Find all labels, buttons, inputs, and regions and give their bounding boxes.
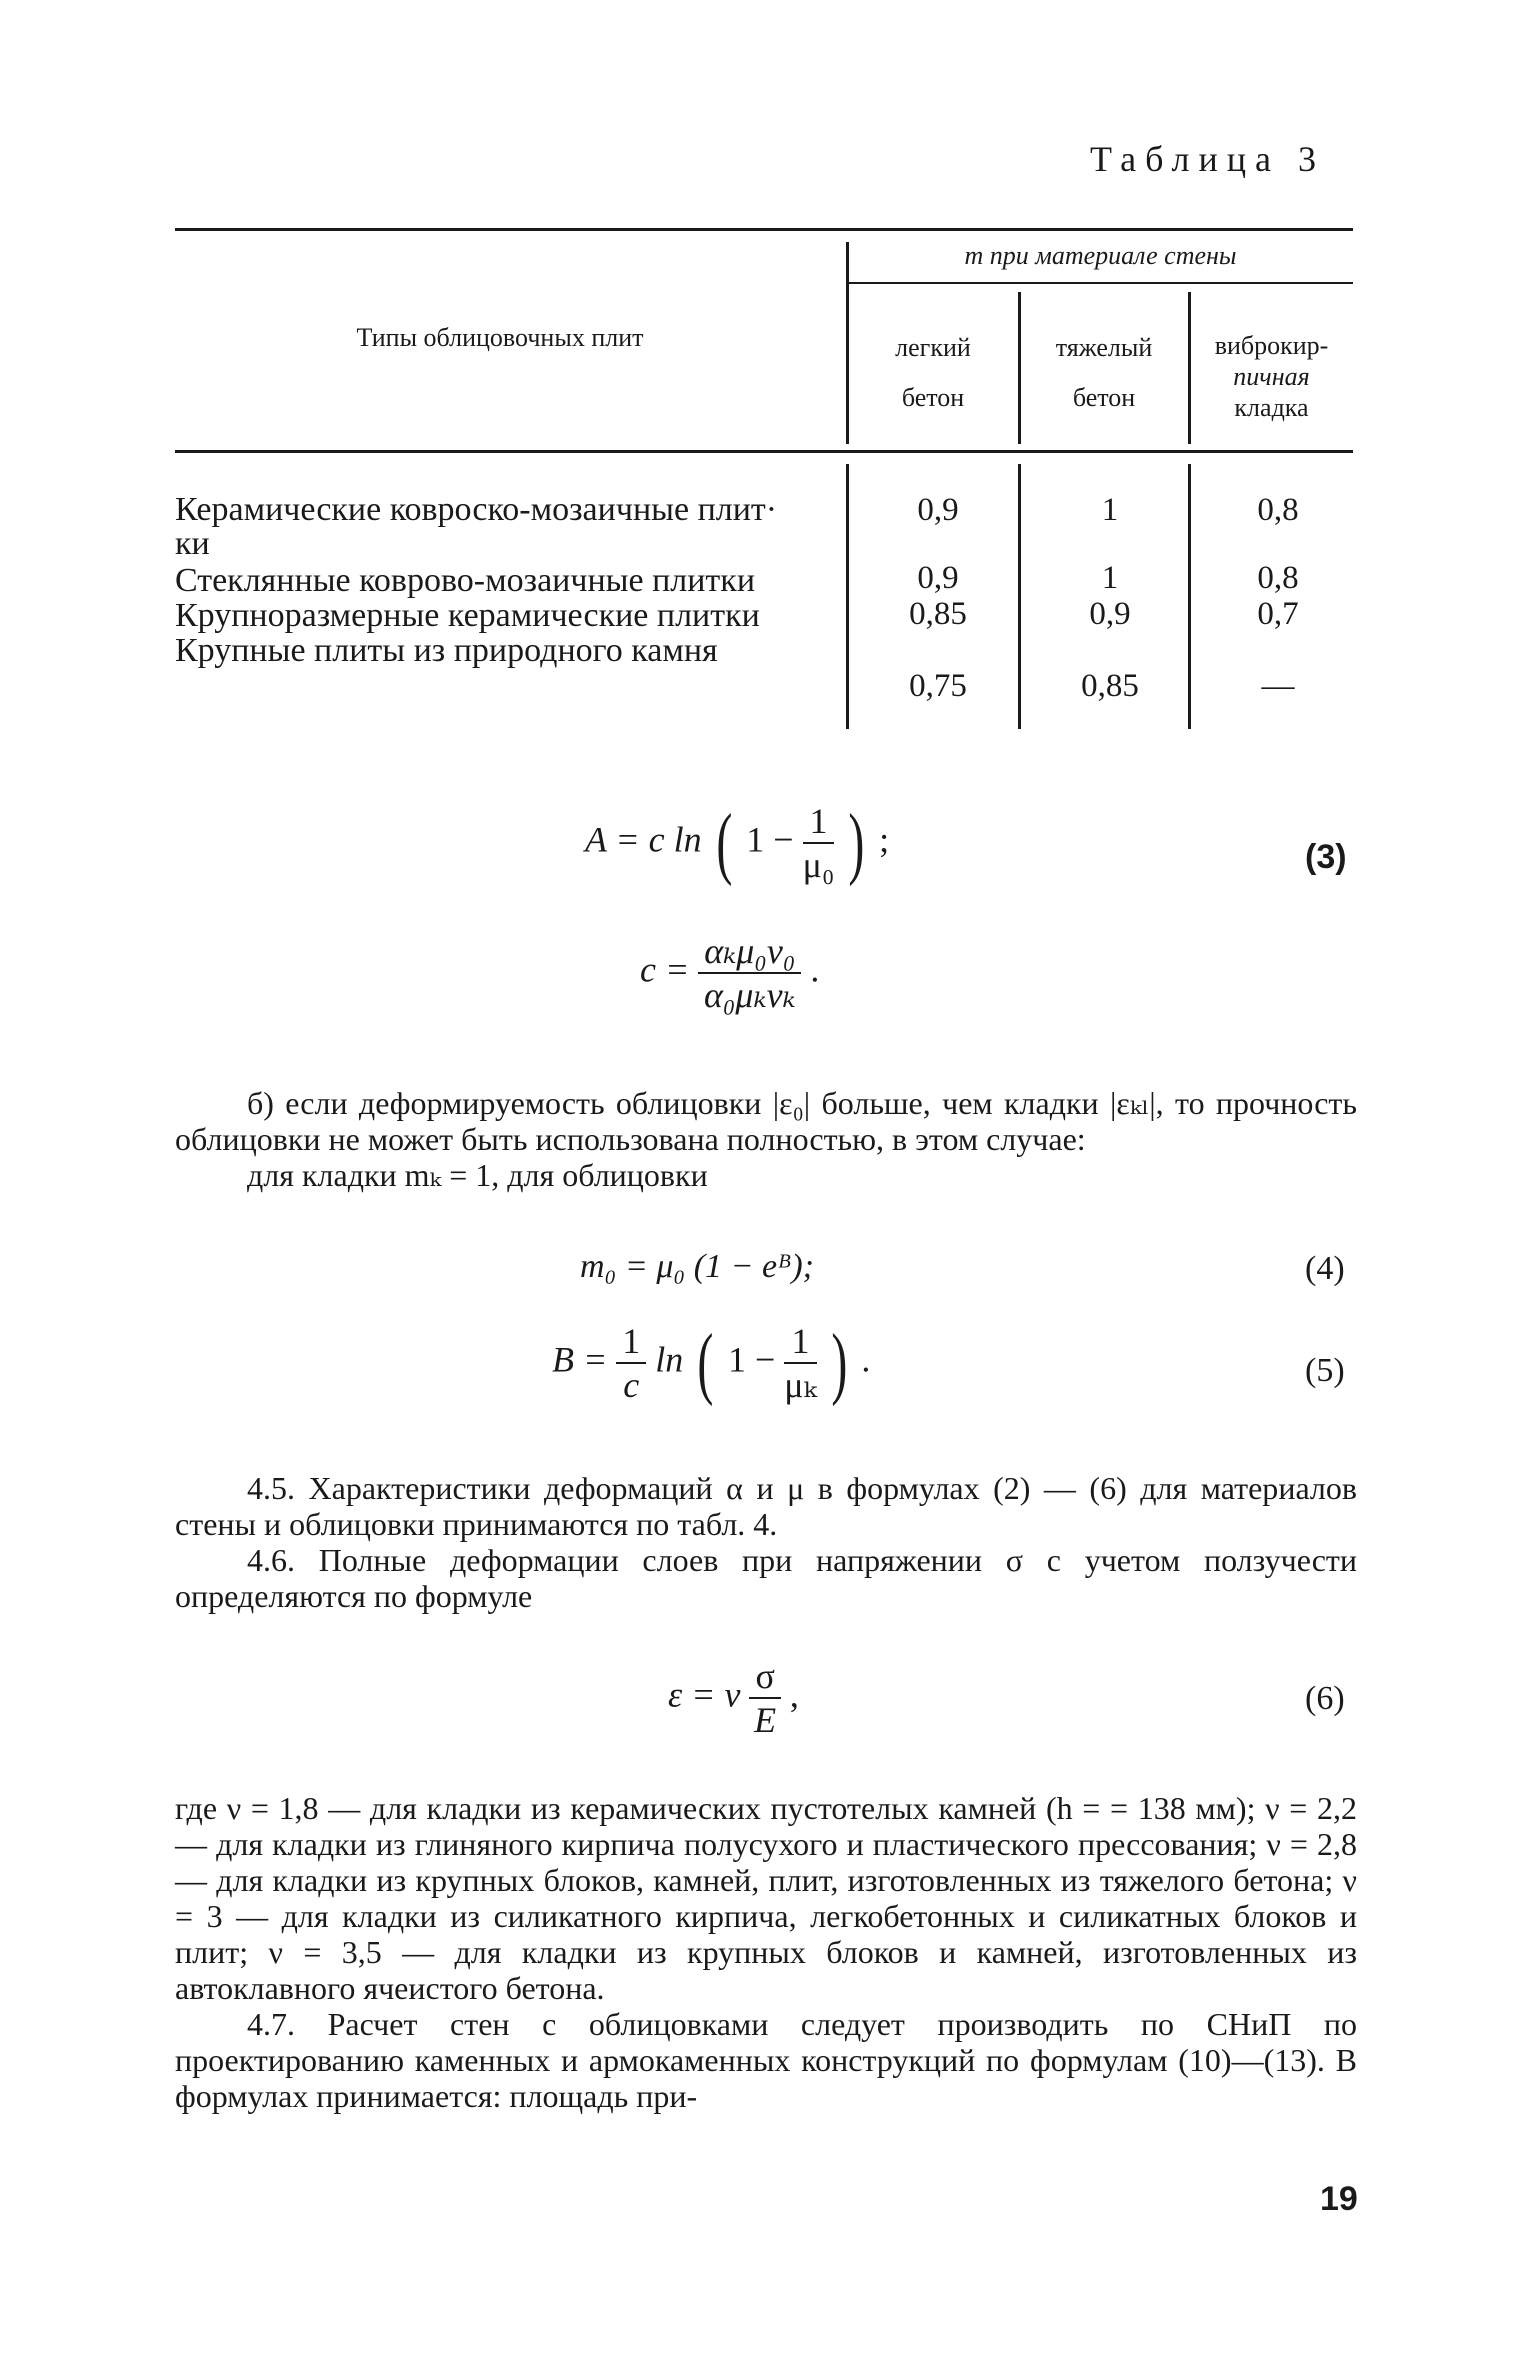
table-row-label-1a: Керамические ковроско-мозаичные плит·: [175, 491, 778, 528]
column-header-3: [1190, 330, 1353, 423]
equation-number-3: (3): [1305, 838, 1347, 876]
table-header-rule: [175, 450, 1353, 453]
formula-3-fraction: [803, 800, 835, 886]
table-cell: 0,85: [909, 596, 967, 632]
column-header-3-line2: пичная: [1233, 362, 1310, 391]
column-header-1-line1: легкий: [895, 333, 971, 362]
formula-5-lhs: B =: [552, 1339, 608, 1380]
formula-c-lhs: c =: [640, 949, 690, 990]
table-cell: 1: [1101, 492, 1119, 528]
formula-6-num: σ: [749, 1655, 780, 1699]
formula-6: [668, 1655, 799, 1741]
formula-6-tail: ,: [789, 1674, 799, 1715]
column-header-2: [1020, 330, 1188, 416]
formula-5-num1: 1: [616, 1320, 646, 1364]
formula-5-minus: 1 −: [727, 1339, 776, 1380]
formula-5: [552, 1320, 870, 1406]
paragraph-b-line: для кладки mₖ = 1, для облицовки: [247, 1157, 708, 1193]
table-cell: 0,9: [1089, 596, 1131, 632]
paragraph-b: [175, 1085, 1357, 1193]
paragraph-b-intro: б) если деформируемость облицовки |ε₀| больше, чем кладки |εₖₗ|, то прочность облицовки не может быть использована полностью, в этом случае:: [175, 1085, 1357, 1157]
formula-6-den: E: [754, 1700, 777, 1740]
paragraph-4-5: 4.5. Характеристики деформаций α и μ в формулах (2) — (6) для материалов стены и облицовки принимаются по табл. 4.: [175, 1470, 1357, 1542]
table-row-label-3: Крупноразмерные керамические плитки: [175, 597, 760, 634]
table-cell: 0,9: [917, 492, 959, 528]
formula-6-fraction: [749, 1655, 780, 1741]
formula-3-num: 1: [803, 800, 835, 844]
formula-5-num2: 1: [784, 1320, 816, 1364]
table-row-header: Типы облицовочных плит: [356, 323, 644, 352]
formula-c: [640, 930, 819, 1016]
formula-5-den2: μₖ: [784, 1365, 817, 1405]
table-cell: 0,7: [1257, 596, 1299, 632]
group-header-text: m при материале стены: [964, 241, 1237, 270]
table-cell: 1: [1101, 560, 1119, 596]
formula-c-num: αₖμ₀ν₀: [698, 930, 801, 974]
equation-number-5: (5): [1305, 1352, 1345, 1389]
section-4-5-4-6: [175, 1470, 1357, 1614]
formula-5-fraction-1: [616, 1320, 646, 1406]
formula-6-lhs: ε = ν: [668, 1674, 741, 1715]
formula-paren-open: (: [697, 1319, 714, 1407]
table-top-rule: [175, 228, 1353, 231]
equation-number-4: (4): [1305, 1250, 1345, 1287]
table-cell: 0,75: [909, 668, 967, 704]
table-title: Таблица 3: [1090, 139, 1325, 179]
formula-5-fraction-2: [784, 1320, 816, 1406]
table-row-label-4: Крупные плиты из природного камня: [175, 632, 718, 669]
column-header-2-line2: бетон: [1072, 383, 1136, 412]
formula-paren-close: ): [848, 799, 865, 887]
equation-number-6: (6): [1305, 1680, 1345, 1717]
table-cell: 0,8: [1257, 492, 1299, 528]
column-header-1: [848, 330, 1018, 416]
page-number: 19: [1320, 2180, 1358, 2218]
formula-3-tail: ;: [879, 819, 890, 860]
formula-c-fraction: [698, 930, 801, 1016]
section-where-4-7: [175, 1790, 1357, 2114]
formula-paren-open: (: [715, 799, 732, 887]
formula-c-tail: .: [810, 949, 820, 990]
formula-4: m₀ = μ₀ (1 − eᴮ);: [580, 1248, 814, 1285]
formula-5-tail: .: [861, 1339, 871, 1380]
formula-3-den: μ₀: [802, 845, 835, 885]
table-group-header: [848, 238, 1353, 274]
column-header-3-line1: виброкир-: [1214, 331, 1329, 360]
table-body-vline-2: [1018, 464, 1021, 729]
formula-5-mid: ln: [655, 1339, 684, 1380]
table-cell: 0,9: [917, 560, 959, 596]
table-cell: —: [1261, 668, 1295, 704]
table-cell: 0,85: [1081, 668, 1139, 704]
column-header-3-line3: кладка: [1234, 393, 1309, 422]
formula-3: [585, 800, 889, 886]
column-header-2-line1: тяжелый: [1055, 333, 1153, 362]
column-header-1-line2: бетон: [901, 383, 965, 412]
table-body-vline-1: [846, 464, 849, 729]
formula-paren-close: ): [831, 1319, 848, 1407]
formula-5-den1: c: [623, 1365, 640, 1405]
table-group-rule: [848, 282, 1353, 284]
paragraph-where: где ν = 1,8 — для кладки из керамических пустотелых камней (h = = 138 мм); ν = 2,2 — для кладки из глиняного кирпича полусухого и пластического прессования; ν = 2,8 — для кладки из крупных блоков, камней, плит, изготовленных из тяжелого бетона; ν = 3 — для кладки из силикатного кирпича, легкобетонных и силикатных блоков и плит; ν = 3,5 — для кладки из крупных блоков и камней, изготовленных из автоклавного ячеистого бетона.: [175, 1790, 1357, 2006]
formula-3-minus: 1 −: [746, 819, 794, 860]
paragraph-4-7: 4.7. Расчет стен с облицовками следует производить по СНиП по проектированию каменных и армокаменных конструкций по формулам (10)—(13). В формулах принимается: площадь при-: [175, 2006, 1357, 2114]
table-row-label-2: Стеклянные коврово-мозаичные плитки: [175, 562, 756, 599]
table-row-label-1b: ки: [175, 525, 210, 562]
paragraph-4-6: 4.6. Полные деформации слоев при напряжении σ с учетом ползучести определяются по формуле: [175, 1542, 1357, 1614]
formula-3-lhs: A = c ln: [585, 819, 702, 860]
formula-c-den: α₀μₖνₖ: [703, 975, 796, 1015]
table-cell: 0,8: [1257, 560, 1299, 596]
